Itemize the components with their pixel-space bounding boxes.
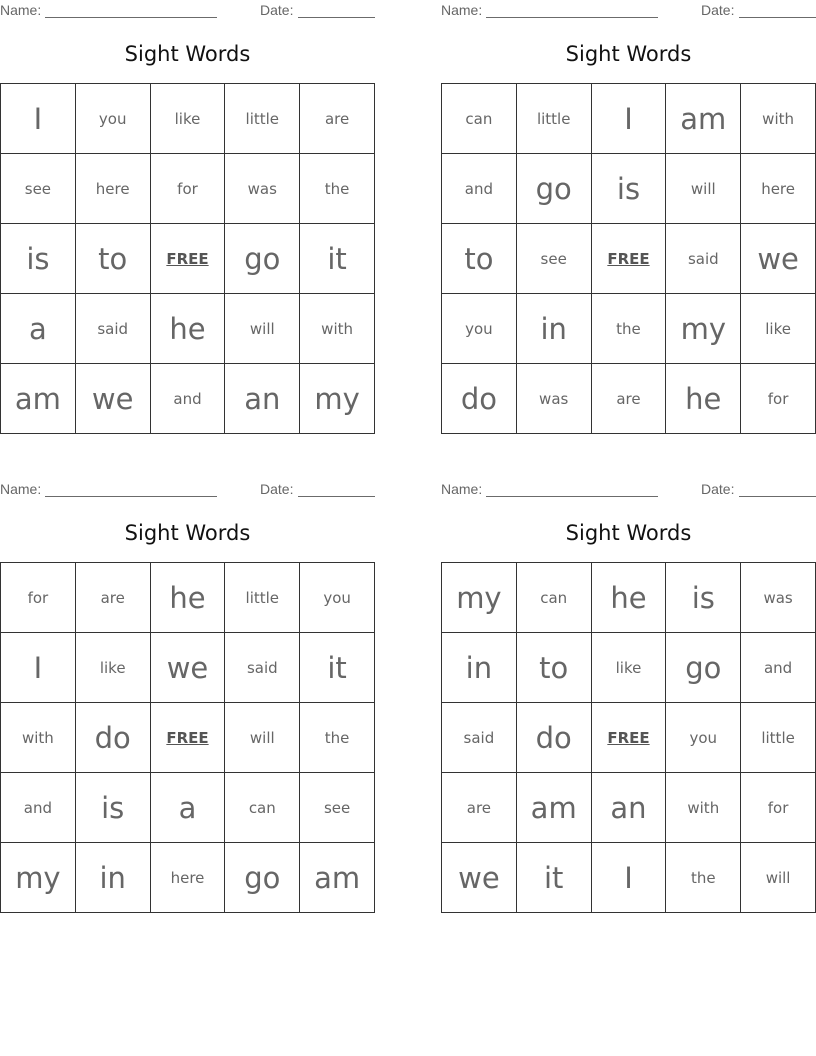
date-label: Date: — [260, 481, 294, 497]
word-cell: the — [666, 843, 741, 913]
free-space: FREE — [151, 224, 226, 294]
word-cell: here — [151, 843, 226, 913]
word-cell: for — [151, 154, 226, 224]
word-cell: here — [76, 154, 151, 224]
word-cell: are — [300, 84, 375, 154]
word-cell: my — [442, 563, 517, 633]
word-cell: for — [741, 364, 816, 434]
word-cell: will — [225, 703, 300, 773]
word-cell: we — [741, 224, 816, 294]
word-cell: an — [225, 364, 300, 434]
card-title: Sight Words — [565, 521, 692, 545]
free-space: FREE — [592, 703, 667, 773]
word-cell: with — [1, 703, 76, 773]
name-date-row — [441, 481, 816, 499]
word-cell: I — [592, 84, 667, 154]
word-cell: see — [300, 773, 375, 843]
date-line — [298, 496, 375, 497]
word-cell: he — [151, 563, 226, 633]
word-cell: the — [592, 294, 667, 364]
word-cell: for — [741, 773, 816, 843]
word-cell: was — [517, 364, 592, 434]
bingo-card-3 — [0, 479, 375, 919]
name-line — [486, 17, 658, 18]
bingo-card-2 — [441, 0, 816, 440]
word-cell: go — [225, 224, 300, 294]
word-cell: like — [76, 633, 151, 703]
word-cell: to — [76, 224, 151, 294]
name-label: Name: — [0, 481, 42, 497]
word-cell: with — [300, 294, 375, 364]
word-cell: go — [517, 154, 592, 224]
word-cell: was — [225, 154, 300, 224]
word-cell: it — [300, 224, 375, 294]
word-cell: we — [442, 843, 517, 913]
word-cell: in — [76, 843, 151, 913]
date-label: Date: — [701, 481, 735, 497]
name-label: Name: — [441, 481, 483, 497]
word-cell: in — [517, 294, 592, 364]
word-cell: you — [76, 84, 151, 154]
word-cell: here — [741, 154, 816, 224]
word-cell: do — [76, 703, 151, 773]
word-cell: the — [300, 154, 375, 224]
word-cell: said — [225, 633, 300, 703]
word-cell: is — [76, 773, 151, 843]
word-cell: am — [517, 773, 592, 843]
word-cell: I — [1, 84, 76, 154]
word-cell: and — [442, 154, 517, 224]
date-label: Date: — [260, 2, 294, 18]
bingo-card-4 — [441, 479, 816, 919]
date-line — [739, 496, 816, 497]
word-cell: will — [666, 154, 741, 224]
word-cell: a — [151, 773, 226, 843]
date-line — [739, 17, 816, 18]
card-title: Sight Words — [124, 42, 251, 66]
word-cell: my — [666, 294, 741, 364]
word-cell: in — [442, 633, 517, 703]
word-cell: my — [1, 843, 76, 913]
word-cell: am — [300, 843, 375, 913]
word-cell: go — [225, 843, 300, 913]
word-cell: with — [741, 84, 816, 154]
word-cell: with — [666, 773, 741, 843]
word-cell: little — [741, 703, 816, 773]
word-cell: I — [592, 843, 667, 913]
word-cell: am — [1, 364, 76, 434]
name-line — [486, 496, 658, 497]
word-cell: can — [442, 84, 517, 154]
word-cell: you — [300, 563, 375, 633]
word-cell: little — [225, 84, 300, 154]
word-cell: do — [442, 364, 517, 434]
name-label: Name: — [441, 2, 483, 18]
name-date-row — [441, 2, 816, 20]
name-label: Name: — [0, 2, 42, 18]
word-cell: are — [76, 563, 151, 633]
word-cell: we — [151, 633, 226, 703]
word-cell: said — [76, 294, 151, 364]
name-date-row — [0, 481, 375, 499]
date-label: Date: — [701, 2, 735, 18]
word-cell: to — [442, 224, 517, 294]
word-cell: will — [741, 843, 816, 913]
word-cell: my — [300, 364, 375, 434]
word-cell: a — [1, 294, 76, 364]
word-cell: you — [442, 294, 517, 364]
name-line — [45, 17, 217, 18]
word-cell: he — [151, 294, 226, 364]
bingo-grid — [441, 562, 816, 913]
word-cell: was — [741, 563, 816, 633]
date-line — [298, 17, 375, 18]
word-cell: is — [1, 224, 76, 294]
name-date-row — [0, 2, 375, 20]
bingo-grid — [0, 83, 375, 434]
word-cell: and — [151, 364, 226, 434]
word-cell: will — [225, 294, 300, 364]
bingo-grid — [0, 562, 375, 913]
word-cell: like — [741, 294, 816, 364]
word-cell: are — [442, 773, 517, 843]
word-cell: it — [517, 843, 592, 913]
word-cell: for — [1, 563, 76, 633]
word-cell: is — [592, 154, 667, 224]
word-cell: said — [666, 224, 741, 294]
word-cell: go — [666, 633, 741, 703]
word-cell: am — [666, 84, 741, 154]
word-cell: an — [592, 773, 667, 843]
word-cell: I — [1, 633, 76, 703]
word-cell: little — [225, 563, 300, 633]
bingo-grid — [441, 83, 816, 434]
free-space: FREE — [151, 703, 226, 773]
word-cell: see — [517, 224, 592, 294]
name-line — [45, 496, 217, 497]
word-cell: do — [517, 703, 592, 773]
word-cell: like — [592, 633, 667, 703]
word-cell: can — [225, 773, 300, 843]
word-cell: the — [300, 703, 375, 773]
bingo-card-1 — [0, 0, 375, 440]
free-space: FREE — [592, 224, 667, 294]
word-cell: little — [517, 84, 592, 154]
word-cell: to — [517, 633, 592, 703]
word-cell: he — [592, 563, 667, 633]
word-cell: is — [666, 563, 741, 633]
word-cell: we — [76, 364, 151, 434]
word-cell: like — [151, 84, 226, 154]
word-cell: can — [517, 563, 592, 633]
word-cell: you — [666, 703, 741, 773]
word-cell: see — [1, 154, 76, 224]
card-title: Sight Words — [124, 521, 251, 545]
word-cell: said — [442, 703, 517, 773]
word-cell: are — [592, 364, 667, 434]
word-cell: and — [1, 773, 76, 843]
word-cell: he — [666, 364, 741, 434]
word-cell: and — [741, 633, 816, 703]
card-title: Sight Words — [565, 42, 692, 66]
word-cell: it — [300, 633, 375, 703]
